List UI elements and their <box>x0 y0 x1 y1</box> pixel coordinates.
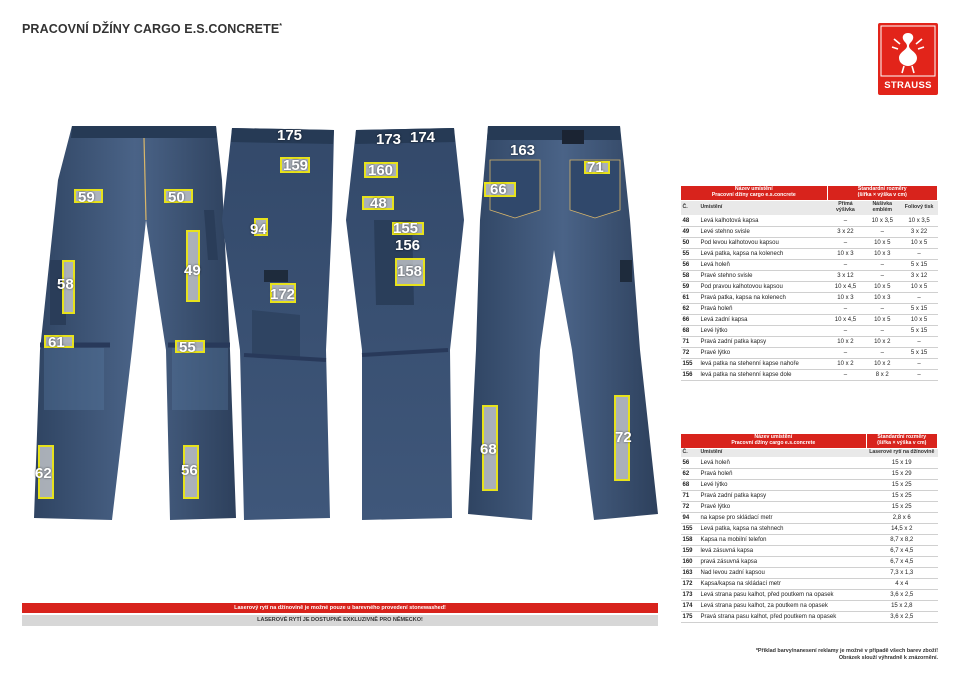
table-row <box>681 523 938 534</box>
placement-number: 174 <box>681 600 699 611</box>
placement-number: 159 <box>681 545 699 556</box>
table1-col-foil: Foliový tisk <box>901 200 938 215</box>
placement-name: Pravá zadní patka kapsy <box>698 490 866 501</box>
table-row <box>681 325 938 336</box>
embroidery-size: – <box>827 215 864 226</box>
placement-number: 173 <box>681 589 699 600</box>
placement-number: 50 <box>681 237 699 248</box>
table-row <box>681 259 938 270</box>
table-row <box>681 336 938 347</box>
placement-number: 59 <box>681 281 699 292</box>
placement-name: Pravá holeň <box>698 303 827 314</box>
placement-number: 72 <box>681 347 699 358</box>
laser-size: 4 x 4 <box>866 578 937 589</box>
laser-size: 7,3 x 1,3 <box>866 567 937 578</box>
embroidery-size: – <box>827 237 864 248</box>
placement-name: Pod levou kalhotovou kapsou <box>698 237 827 248</box>
foil-print-size: – <box>901 292 938 303</box>
table-row <box>681 369 938 380</box>
placement-name: Levá strana pasu kalhot, za poutkem na opasek <box>698 600 866 611</box>
emblem-size: – <box>864 347 901 358</box>
emblem-size: 10 x 2 <box>864 336 901 347</box>
table1-header-dimensions: Standardní rozměry (šířka × výška v cm) <box>827 186 937 201</box>
placement-number: 160 <box>681 556 699 567</box>
zone-label-174: 174 <box>410 129 436 146</box>
placement-number: 49 <box>681 226 699 237</box>
table2-col-laser: Laserové rytí na džínovině <box>866 448 937 457</box>
table-row <box>681 237 938 248</box>
product-views <box>0 100 670 600</box>
placement-number: 62 <box>681 468 699 479</box>
zone-label-71: 71 <box>587 159 604 176</box>
placement-number: 62 <box>681 303 699 314</box>
embroidery-size: 10 x 2 <box>827 358 864 369</box>
table-row <box>681 545 938 556</box>
table-row <box>681 215 938 226</box>
zone-label-160: 160 <box>368 162 394 179</box>
placement-name: Nad levou zadní kapsou <box>698 567 866 578</box>
zone-label-59: 59 <box>78 189 95 206</box>
jeans-side-view-rear <box>346 128 464 520</box>
zone-label-68: 68 <box>480 441 497 458</box>
zone-label-49: 49 <box>184 262 201 279</box>
emblem-size: 10 x 5 <box>864 237 901 248</box>
table-row <box>681 281 938 292</box>
emblem-size: – <box>864 259 901 270</box>
placement-number: 94 <box>681 512 699 523</box>
table-row <box>681 303 938 314</box>
placement-name: levá patka na stehenní kapse nahoře <box>698 358 827 369</box>
zone-label-163: 163 <box>510 142 536 159</box>
table-row <box>681 292 938 303</box>
table1-col-embroidery: Přímá výšivka <box>827 200 864 215</box>
footnote-line-1: *Příklad barvy/nanesení reklamy je možné v případě všech barev zboží! <box>755 648 938 654</box>
placement-name: Pravé lýtko <box>698 347 827 358</box>
footnote-line-2: Obrázek slouží výhradně k znázornění. <box>838 654 938 661</box>
foil-print-size: 10 x 3,5 <box>901 215 938 226</box>
table1-col-emblem: Nášivka emblém <box>864 200 901 215</box>
placement-name: Levá kalhotová kapsa <box>698 215 827 226</box>
placement-number: 56 <box>681 259 699 270</box>
placement-number: 68 <box>681 479 699 490</box>
placement-number: 156 <box>681 369 699 380</box>
placement-number: 71 <box>681 336 699 347</box>
foil-print-size: 5 x 15 <box>901 325 938 336</box>
placement-name: na kapse pro skládací metr <box>698 512 866 523</box>
embroidery-size: 10 x 4,5 <box>827 281 864 292</box>
placement-number: 71 <box>681 490 699 501</box>
foil-print-size: 5 x 15 <box>901 347 938 358</box>
laser-size: 8,7 x 8,2 <box>866 534 937 545</box>
table-row <box>681 358 938 369</box>
table2-col-no: Č. <box>681 448 699 457</box>
zone-label-72: 72 <box>615 429 632 446</box>
placement-name: levá patka na stehenní kapse dole <box>698 369 827 380</box>
emblem-size: – <box>864 226 901 237</box>
placement-name: Levá holeň <box>698 259 827 270</box>
laser-size: 15 x 29 <box>866 468 937 479</box>
foil-print-size: 10 x 5 <box>901 237 938 248</box>
placement-number: 155 <box>681 523 699 534</box>
table-row <box>681 347 938 358</box>
placement-name: Levá strana pasu kalhot, před poutkem na opasek <box>698 589 866 600</box>
table-row <box>681 468 938 479</box>
placement-name: Levá patka, kapsa na kolenech <box>698 248 827 259</box>
placement-number: 61 <box>681 292 699 303</box>
foil-print-size: 3 x 22 <box>901 226 938 237</box>
zone-label-175: 175 <box>277 127 303 144</box>
embroidery-size: 10 x 3 <box>827 292 864 303</box>
table-row <box>681 512 938 523</box>
laser-size: 2,8 x 6 <box>866 512 937 523</box>
emblem-size: 10 x 3 <box>864 248 901 259</box>
emblem-size: – <box>864 270 901 281</box>
footnote <box>756 648 938 662</box>
placement-name: Pravá holeň <box>698 468 866 479</box>
zone-label-62: 62 <box>35 465 52 482</box>
table-row <box>681 314 938 325</box>
embroidery-size: 3 x 12 <box>827 270 864 281</box>
emblem-size: – <box>864 303 901 314</box>
zone-label-156: 156 <box>395 237 421 254</box>
laser-germany-notice: LASEROVÉ RYTÍ JE DOSTUPNÉ EXKLUZIVNĚ PRO NĚMECKO! <box>22 615 658 626</box>
foil-print-size: – <box>901 358 938 369</box>
placement-name: pravá zásuvná kapsa <box>698 556 866 567</box>
zone-label-158: 158 <box>397 263 423 280</box>
table-row <box>681 611 938 622</box>
table2-col-name: Umístění <box>698 448 866 457</box>
laser-size-table <box>680 433 938 623</box>
placement-number: 72 <box>681 501 699 512</box>
zone-label-48: 48 <box>370 195 387 212</box>
placement-name: Pravá zadní patka kapsy <box>698 336 827 347</box>
emblem-size: 10 x 5 <box>864 281 901 292</box>
placement-name: Kapsa/kapsa na skládací metr <box>698 578 866 589</box>
table-row <box>681 600 938 611</box>
embroidery-size-table <box>680 185 938 381</box>
placement-number: 172 <box>681 578 699 589</box>
laser-stonewashed-notice: Laserový rytí na džínovině je možné pouze u barevného provedení stonewashed! <box>22 603 658 613</box>
embroidery-size: – <box>827 325 864 336</box>
table2-body <box>681 457 938 622</box>
table1-col-no: Č. <box>681 200 699 215</box>
placement-name: Pravé lýtko <box>698 501 866 512</box>
table-row <box>681 567 938 578</box>
placement-number: 56 <box>681 457 699 468</box>
jeans-illustrations <box>0 100 670 600</box>
table1-header-placement: Název umístění Pracovní džíny cargo e.s.concrete <box>681 186 828 201</box>
emblem-size: 10 x 5 <box>864 314 901 325</box>
foil-print-size: – <box>901 369 938 380</box>
laser-size: 15 x 19 <box>866 457 937 468</box>
table-row <box>681 534 938 545</box>
emblem-size: 10 x 3,5 <box>864 215 901 226</box>
jeans-side-view <box>222 128 334 520</box>
table2-header-dimensions: Standardní rozměry (šířka × výška v cm) <box>866 434 937 449</box>
placement-name: Levá patka, kapsa na stehnech <box>698 523 866 534</box>
zone-label-159: 159 <box>283 157 309 174</box>
laser-size: 15 x 2,8 <box>866 600 937 611</box>
laser-size: 15 x 25 <box>866 501 937 512</box>
zone-label-50: 50 <box>168 189 185 206</box>
embroidery-size: – <box>827 369 864 380</box>
laser-size: 3,6 x 2,5 <box>866 589 937 600</box>
foil-print-size: 10 x 5 <box>901 314 938 325</box>
table-row <box>681 501 938 512</box>
embroidery-size: – <box>827 259 864 270</box>
zone-label-55: 55 <box>179 339 196 356</box>
placement-name: levá zásuvná kapsa <box>698 545 866 556</box>
emblem-size: 10 x 2 <box>864 358 901 369</box>
zone-label-58: 58 <box>57 276 74 293</box>
placement-number: 66 <box>681 314 699 325</box>
embroidery-size: 10 x 4,5 <box>827 314 864 325</box>
placement-number: 158 <box>681 534 699 545</box>
table-row <box>681 248 938 259</box>
placement-number: 55 <box>681 248 699 259</box>
emblem-size: 8 x 2 <box>864 369 901 380</box>
zone-label-173: 173 <box>376 131 402 148</box>
jeans-front-view <box>34 126 236 520</box>
placement-number: 68 <box>681 325 699 336</box>
placement-name: Pravá patka, kapsa na kolenech <box>698 292 827 303</box>
embroidery-size: 3 x 22 <box>827 226 864 237</box>
zone-label-66: 66 <box>490 181 507 198</box>
placement-name: Levé stehno svisle <box>698 226 827 237</box>
embroidery-size: 10 x 2 <box>827 336 864 347</box>
placement-number: 48 <box>681 215 699 226</box>
table1-col-name: Umístění <box>698 200 827 215</box>
foil-print-size: – <box>901 248 938 259</box>
embroidery-size: – <box>827 303 864 314</box>
table-row <box>681 226 938 237</box>
placement-name: Pravé stehno svisle <box>698 270 827 281</box>
placement-number: 175 <box>681 611 699 622</box>
placement-name: Levá holeň <box>698 457 866 468</box>
table-row <box>681 479 938 490</box>
table1-body <box>681 215 938 380</box>
placement-number: 155 <box>681 358 699 369</box>
emblem-size: 10 x 3 <box>864 292 901 303</box>
zone-label-56: 56 <box>181 462 198 479</box>
laser-size: 3,6 x 2,5 <box>866 611 937 622</box>
zone-label-155: 155 <box>393 220 419 237</box>
laser-size: 15 x 25 <box>866 479 937 490</box>
placement-number: 163 <box>681 567 699 578</box>
placement-name: Levé lýtko <box>698 325 827 336</box>
embroidery-size: 10 x 3 <box>827 248 864 259</box>
embroidery-size: – <box>827 347 864 358</box>
table2-header-placement: Název umístění Pracovní džíny cargo e.s.concrete <box>681 434 867 449</box>
laser-size: 6,7 x 4,5 <box>866 556 937 567</box>
foil-print-size: 5 x 15 <box>901 259 938 270</box>
strauss-logo <box>878 23 938 95</box>
zone-label-94: 94 <box>250 221 267 238</box>
laser-size: 15 x 25 <box>866 490 937 501</box>
foil-print-size: 10 x 5 <box>901 281 938 292</box>
placement-name: Pod pravou kalhotovou kapsou <box>698 281 827 292</box>
placement-number: 58 <box>681 270 699 281</box>
zone-label-61: 61 <box>48 334 65 351</box>
foil-print-size: 3 x 12 <box>901 270 938 281</box>
placement-name: Kapsa na mobilní telefon <box>698 534 866 545</box>
table-row <box>681 578 938 589</box>
table-row <box>681 589 938 600</box>
zone-label-172: 172 <box>270 286 296 303</box>
table-row <box>681 490 938 501</box>
placement-name: Pravá strana pasu kalhot, před poutkem na opasek <box>698 611 866 622</box>
foil-print-size: – <box>901 336 938 347</box>
emblem-size: – <box>864 325 901 336</box>
table-row <box>681 270 938 281</box>
laser-size: 6,7 x 4,5 <box>866 545 937 556</box>
logo-text: STRAUSS <box>884 80 932 91</box>
placement-name: Levá zadní kapsa <box>698 314 827 325</box>
page-title: PRACOVNÍ DŽÍNY CARGO E.S.CONCRETE* <box>22 22 283 36</box>
table-row <box>681 556 938 567</box>
laser-size: 14,5 x 2 <box>866 523 937 534</box>
table-row <box>681 457 938 468</box>
placement-name: Levé lýtko <box>698 479 866 490</box>
foil-print-size: 5 x 15 <box>901 303 938 314</box>
